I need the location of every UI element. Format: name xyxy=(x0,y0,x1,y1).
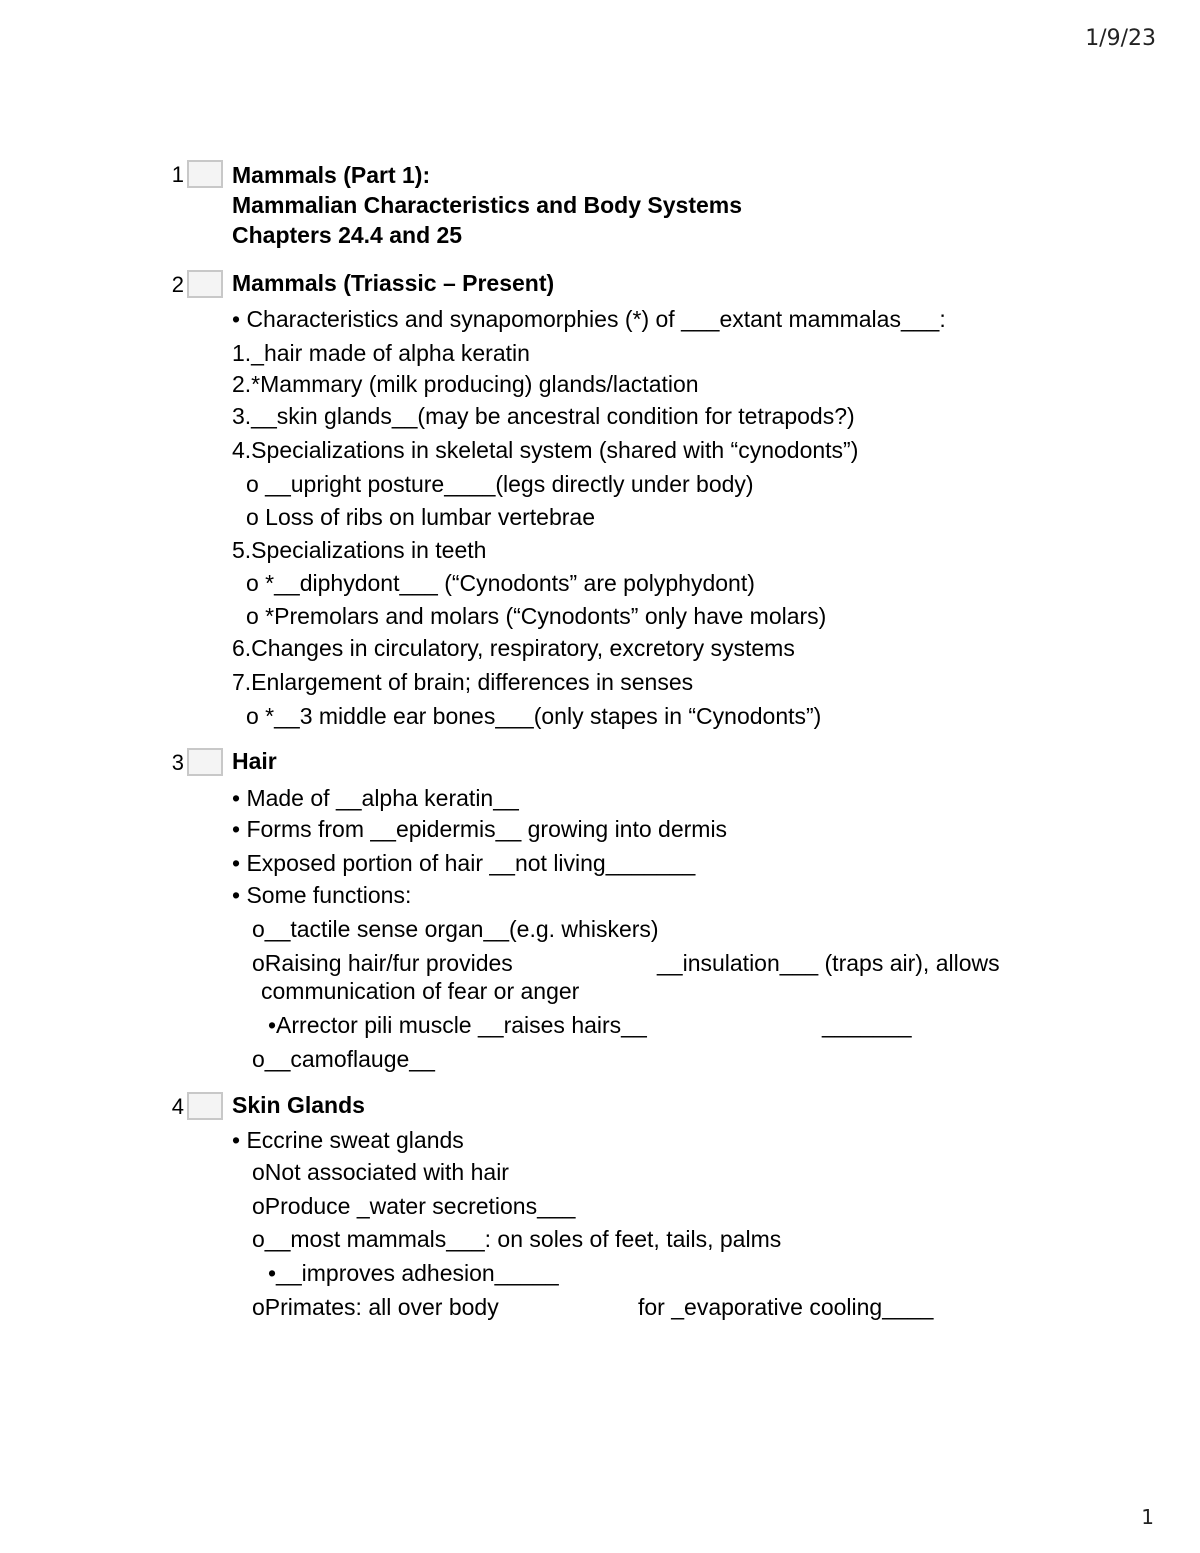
sub-bullet-line: oProduce _water secretions___ xyxy=(252,1193,576,1219)
slide-chapters: Chapters 24.4 and 25 xyxy=(232,222,463,248)
sub-bullet-line: oRaising hair/fur provides xyxy=(252,950,513,976)
slide-number: 2 xyxy=(171,272,184,297)
slide-thumbnail[interactable] xyxy=(187,748,223,776)
sub-bullet-line: o Loss of ribs on lumbar vertebrae xyxy=(246,504,596,530)
sub-bullet-line: o__camoflauge__ xyxy=(252,1046,435,1072)
numbered-line: 3.__skin glands__(may be ancestral condition for tetrapods?) xyxy=(232,403,855,429)
bullet-line: • Exposed portion of hair __not living_______ xyxy=(232,850,696,876)
slide-title: Mammals (Triassic – Present) xyxy=(232,270,555,296)
blank-line: _______ xyxy=(822,1012,912,1038)
slide-title: Mammals (Part 1): xyxy=(232,162,431,188)
numbered-line: 4.Specializations in skeletal system (shared with “cynodonts”) xyxy=(232,437,859,463)
slide-thumbnail[interactable] xyxy=(187,160,223,188)
bullet-line: • Some functions: xyxy=(232,882,412,908)
slide-subtitle: Mammalian Characteristics and Body Systems xyxy=(232,192,743,218)
slide-number: 1 xyxy=(171,162,184,187)
bullet-line: • Made of __alpha keratin__ xyxy=(232,785,519,811)
slide-title: Skin Glands xyxy=(232,1092,365,1118)
sub-bullet-line: oPrimates: all over body xyxy=(252,1294,499,1320)
slide-thumbnail[interactable] xyxy=(187,270,223,298)
page-number: 1 xyxy=(1141,1505,1154,1529)
numbered-line: 1._hair made of alpha keratin xyxy=(232,340,530,366)
numbered-line: 7.Enlargement of brain; differences in senses xyxy=(232,669,694,695)
sub-bullet-line: o *Premolars and molars (“Cynodonts” only have molars) xyxy=(246,603,827,629)
numbered-line: 5.Specializations in teeth xyxy=(232,537,487,563)
slide-thumbnail[interactable] xyxy=(187,1092,223,1120)
sub-bullet-line: oNot associated with hair xyxy=(252,1159,509,1185)
sub-bullet-line-continued: __insulation___ (traps air), allows xyxy=(657,950,1000,976)
sub-bullet-line: o *__diphydont___ (“Cynodonts” are polyphydont) xyxy=(246,570,755,596)
page-date: 1/9/23 xyxy=(1085,26,1156,51)
sub-bullet-line: o __upright posture____(legs directly under body) xyxy=(246,471,754,497)
sub-sub-bullet-line: •__improves adhesion_____ xyxy=(268,1260,559,1286)
slide-title: Hair xyxy=(232,748,277,774)
bullet-line: • Eccrine sweat glands xyxy=(232,1127,464,1153)
wrapped-line: communication of fear or anger xyxy=(261,978,580,1004)
sub-bullet-line: o__tactile sense organ__(e.g. whiskers) xyxy=(252,916,659,942)
sub-bullet-line: o__most mammals___: on soles of feet, tails, palms xyxy=(252,1226,782,1252)
slide-number: 4 xyxy=(171,1094,184,1119)
sub-bullet-line: o *__3 middle ear bones___(only stapes in “Cynodonts”) xyxy=(246,703,822,729)
sub-bullet-line-continued: for _evaporative cooling____ xyxy=(638,1294,934,1320)
sub-sub-bullet-line: •Arrector pili muscle __raises hairs__ xyxy=(268,1012,647,1038)
numbered-line: 6.Changes in circulatory, respiratory, excretory systems xyxy=(232,635,795,661)
bullet-line: • Characteristics and synapomorphies (*) of ___extant mammalas___: xyxy=(232,306,946,332)
bullet-line: • Forms from __epidermis__ growing into dermis xyxy=(232,816,728,842)
numbered-line: 2.*Mammary (milk producing) glands/lactation xyxy=(232,371,699,397)
slide-number: 3 xyxy=(171,750,184,775)
